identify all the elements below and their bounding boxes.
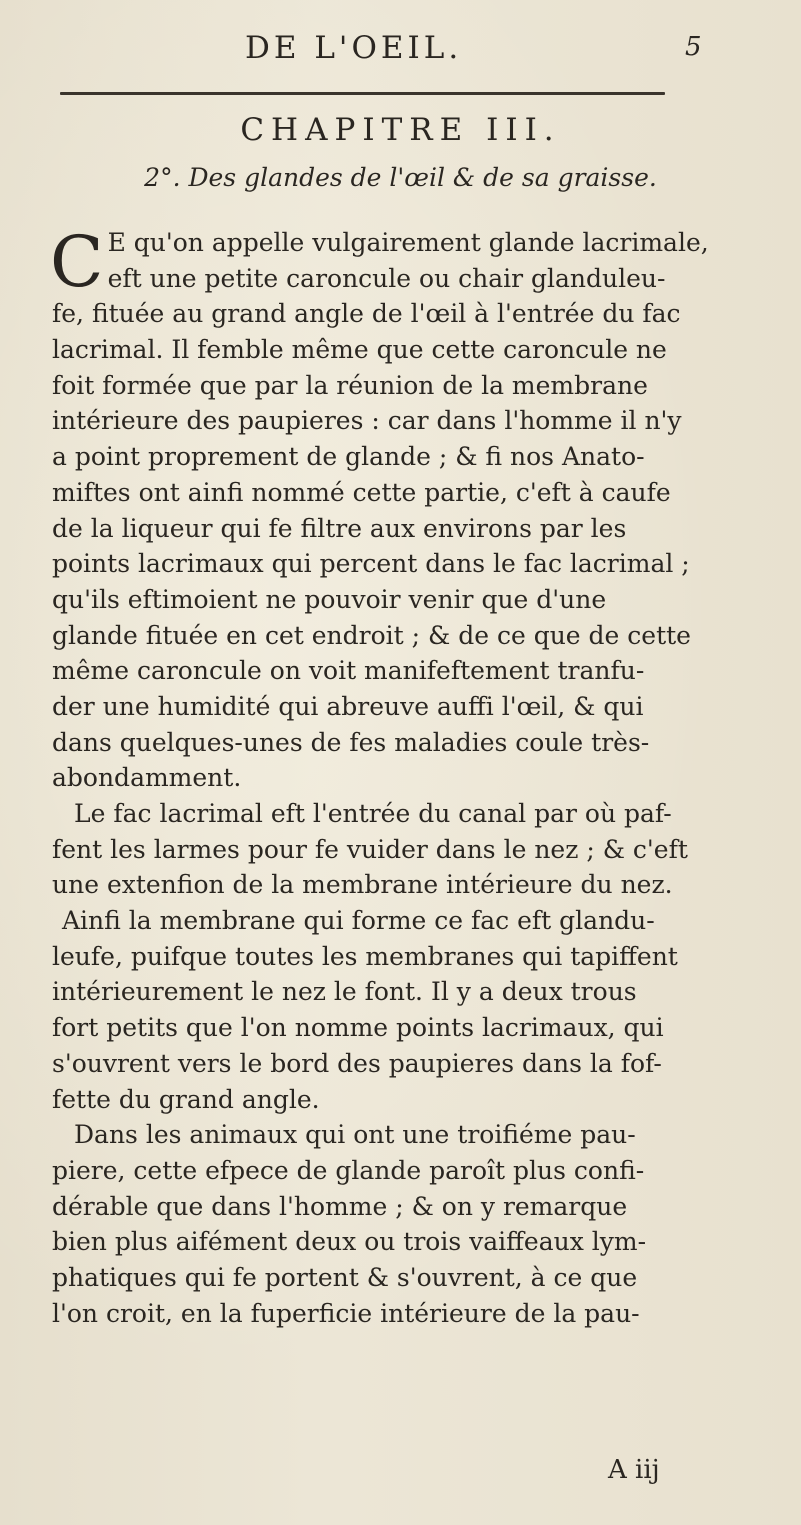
body-text	[50, 221, 752, 1331]
text-line: fent les larmes pour fe vuider dans le nez ; & c'eft	[52, 834, 688, 864]
chapter-title: CHAPITRE III.	[240, 112, 561, 148]
signature-mark: 5	[685, 32, 702, 62]
text-line: une extenfion de la membrane intérieure du nez.	[52, 870, 673, 900]
text-line: dérable que dans l'homme ; & on y remarque	[52, 1191, 628, 1221]
text-line: dans quelques-unes de fes maladies coule très-	[52, 727, 650, 757]
text-line: points lacrimaux qui percent dans le fac lacrimal ;	[52, 549, 690, 579]
text-line: foit formée que par la réunion de la membrane	[52, 370, 648, 400]
text-line: glande fituée en cet endroit ; & de ce que de cette	[52, 620, 691, 650]
text-line: lacrimal. Il femble même que cette caroncule ne	[52, 335, 667, 365]
text-line: fort petits que l'on nomme points lacrimaux, qui	[52, 1013, 664, 1043]
text-line: piere, cette efpece de glande paroît plus confi-	[52, 1155, 645, 1185]
text-line: E qu'on appelle vulgairement glande lacrimale,	[107, 228, 709, 257]
text-line: bien plus aifément deux ou trois vaiffeaux lym-	[52, 1227, 647, 1257]
text-line: leufe, puifque toutes les membranes qui tapiffent	[52, 941, 678, 971]
text-line: eft une petite caroncule ou chair glanduleu-	[107, 263, 666, 293]
text-line: miftes ont ainfi nommé cette partie, c'eft à caufe	[52, 477, 671, 507]
text-line: intérieure des paupieres : car dans l'homme il n'y	[52, 406, 682, 436]
text-line: abondamment.	[52, 763, 242, 793]
text-line: phatiques qui fe portent & s'ouvrent, à ce que	[52, 1262, 638, 1292]
header-rule	[60, 92, 665, 95]
text-line: Ainfi la membrane qui forme ce fac eft glandu-	[62, 906, 655, 936]
text-line: l'on croit, en la fuperficie intérieure de la pau-	[52, 1298, 640, 1328]
chapter-subtitle: 2°. Des glandes de l'œil & de sa graisse.	[144, 163, 657, 192]
text-line: intérieurement le nez le font. Il y a deux trous	[52, 977, 637, 1007]
running-head	[0, 30, 801, 70]
text-line: a point proprement de glande ; & fi nos Anato-	[52, 442, 645, 472]
text-line: fette du grand angle.	[52, 1084, 320, 1114]
paragraph-start-line: Dans les animaux qui ont une troifiéme pau-	[74, 1120, 636, 1150]
text-line: de la liqueur qui fe filtre aux environs par les	[52, 513, 627, 543]
running-title: DE L'OEIL.	[245, 30, 463, 66]
text-line: fe, fituée au grand angle de l'œil à l'entrée du fac	[52, 299, 681, 329]
catchword: A iij	[608, 1455, 660, 1485]
drop-cap: C	[50, 221, 104, 303]
paragraph-start-line: Le fac lacrimal eft l'entrée du canal par où paf-	[74, 799, 672, 828]
text-line: qu'ils eftimoient ne pouvoir venir que d'une	[52, 584, 607, 614]
text-line: même caroncule on voit manifeftement tranfu-	[52, 656, 645, 686]
text-line: s'ouvrent vers le bord des paupieres dans la fof-	[52, 1048, 662, 1078]
text-line: der une humidité qui abreuve auffi l'œil, & qui	[52, 691, 644, 721]
